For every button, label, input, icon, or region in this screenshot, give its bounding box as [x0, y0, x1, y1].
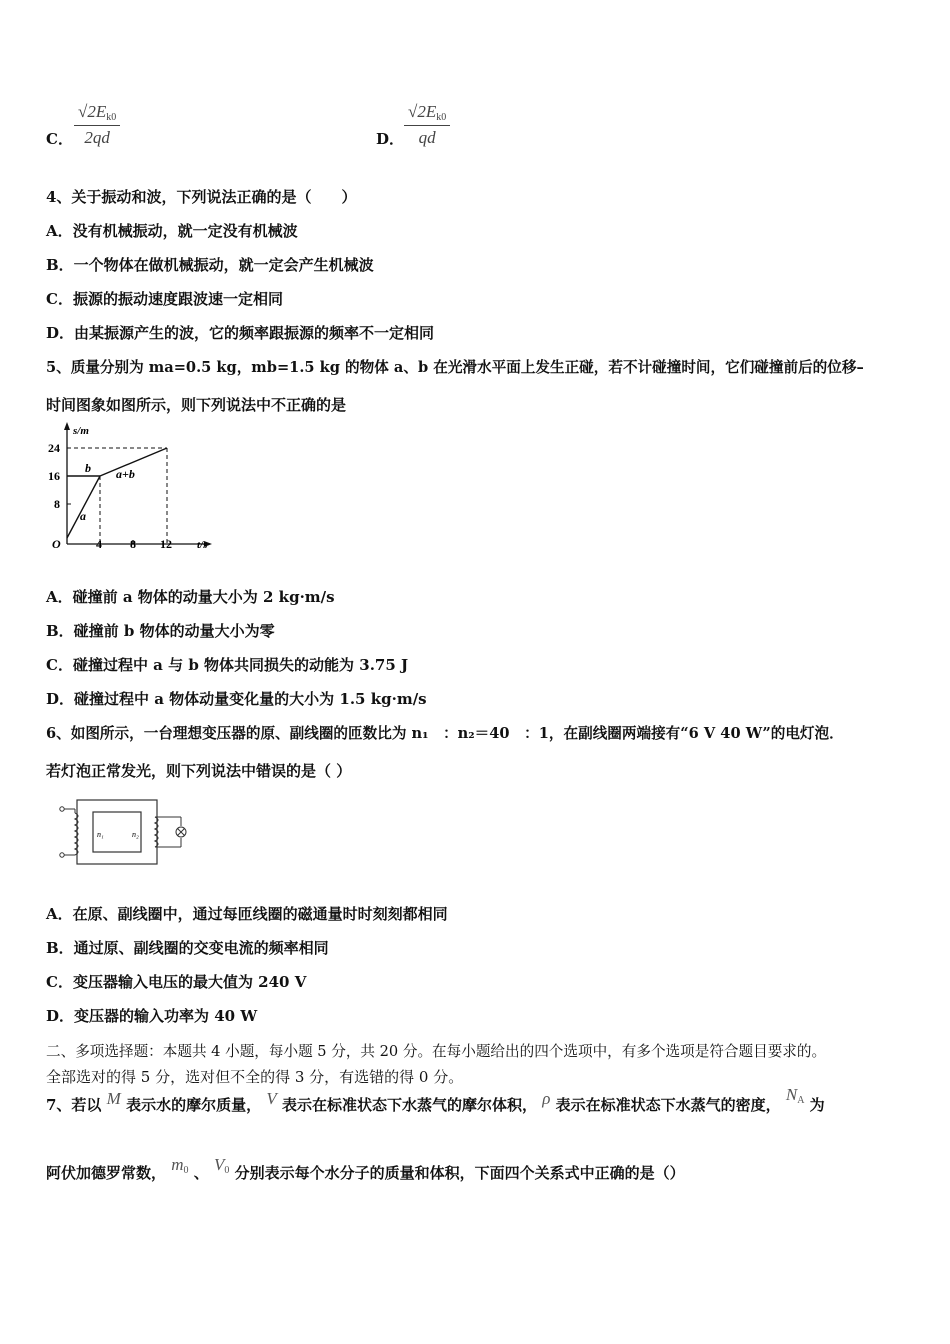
fraction-numerator: $√2E_{k0}$ — [74, 102, 120, 126]
q6-transformer-figure — [55, 795, 190, 870]
symbol-V: V — [266, 1089, 277, 1108]
label-n2: n₂ — [132, 830, 139, 839]
y-tick-24: 24 — [48, 441, 60, 455]
fraction-numerator: $√2E_{k0}$ — [404, 102, 450, 126]
terminal-top — [60, 807, 64, 811]
q6-option-c[interactable]: C．变压器输入电压的最大值为 240 V — [46, 973, 307, 991]
q4-option-c[interactable]: C．振源的振动速度跟波速一定相同 — [46, 290, 283, 308]
q5-option-d[interactable]: D．碰撞过程中 a 物体动量变化量的大小为 1.5 kg·m/s — [46, 690, 427, 708]
fraction-denominator: qd — [418, 128, 436, 147]
label-b: b — [85, 461, 91, 475]
symbol-m0: $m_0$ — [171, 1155, 189, 1176]
x-axis-label: t/s — [197, 539, 208, 551]
label-a-plus-b: a+b — [116, 467, 135, 481]
q4-option-d[interactable]: D．由某振源产生的波，它的频率跟振源的频率不一定相同 — [46, 324, 435, 342]
q6-option-d[interactable]: D．变压器的输入功率为 40 W — [46, 1007, 258, 1025]
y-axis-arrow — [64, 422, 70, 430]
section2-instructions-line2: 全部选对的得 5 分，选对但不全的得 3 分，有选错的得 0 分。 — [46, 1068, 464, 1086]
label-a: a — [80, 509, 86, 523]
core-outer — [77, 800, 157, 864]
y-tick-16: 16 — [48, 469, 60, 483]
symbol-M: M — [106, 1089, 121, 1108]
symbol-V0: $V_0$ — [214, 1155, 230, 1176]
q7-stem-line1: 7、若以 M 表示水的摩尔质量， V 表示在标准状态下水蒸气的摩尔体积， ρ 表示在标准状态下水蒸气的密度， $N_A$ 为 — [46, 1085, 825, 1114]
q6-stem-line2: 若灯泡正常发光，则下列说法中错误的是（ ） — [46, 762, 352, 780]
q6-option-b[interactable]: B．通过原、副线圈的交变电流的频率相同 — [46, 939, 329, 957]
q6-option-a[interactable]: A．在原、副线圈中，通过每匝线圈的磁通量时时刻刻都相同 — [46, 905, 448, 923]
y-tick-8: 8 — [54, 497, 60, 511]
q5-stem-line1: 5、质量分别为 ma=0.5 kg，mb=1.5 kg 的物体 a、b 在光滑水平面上发生正碰，若不计碰撞时间，它们碰撞前后的位移– — [46, 359, 864, 376]
x-tick-12: 12 — [160, 537, 172, 551]
q5-option-c[interactable]: C．碰撞过程中 a 与 b 物体共同损失的动能为 3.75 J — [46, 656, 409, 674]
symbol-rho: ρ — [542, 1089, 551, 1108]
line-a — [67, 476, 100, 538]
q3-option-c-label: C． — [46, 130, 73, 148]
q4-option-a[interactable]: A．没有机械振动，就一定没有机械波 — [46, 222, 298, 240]
q3-option-c-formula — [74, 102, 120, 148]
label-n1: n₁ — [97, 830, 104, 839]
fraction-denominator: 2qd — [84, 128, 110, 147]
x-tick-4: 4 — [96, 537, 102, 551]
q4-stem: 4、关于振动和波，下列说法正确的是（ ） — [46, 188, 357, 206]
y-axis-label: s/m — [73, 425, 89, 437]
q3-option-d-label: D． — [376, 130, 405, 148]
origin-label: O — [52, 537, 61, 551]
q5-option-b[interactable]: B．碰撞前 b 物体的动量大小为零 — [46, 622, 275, 640]
x-tick-8: 8 — [130, 537, 136, 551]
q5-stem-line2: 时间图象如图所示，则下列说法中不正确的是 — [46, 396, 347, 414]
section2-instructions-line1: 二、多项选择题：本题共 4 小题，每小题 5 分，共 20 分。在每小题给出的四个选项中，有多个选项是符合题目要求的。 — [46, 1043, 827, 1060]
q6-stem-line1: 6、如图所示，一台理想变压器的原、副线圈的匝数比为 n₁ ：n₂＝40 ：1，在副线圈两端接有“6 V 40 W”的电灯泡． — [46, 725, 844, 742]
terminal-bottom — [60, 853, 64, 857]
q7-stem-line2: 阿伏加德罗常数， $m_0$ 、 $V_0$ 分别表示每个水分子的质量和体积，下面四个关系式中正确的是（） — [46, 1155, 685, 1182]
q3-option-d-formula — [404, 102, 450, 148]
q4-option-b[interactable]: B．一个物体在做机械振动，就一定会产生机械波 — [46, 256, 374, 274]
q5-option-a[interactable]: A．碰撞前 a 物体的动量大小为 2 kg·m/s — [46, 588, 335, 606]
q5-displacement-time-graph — [40, 420, 230, 560]
symbol-NA: $N_A$ — [785, 1085, 805, 1106]
